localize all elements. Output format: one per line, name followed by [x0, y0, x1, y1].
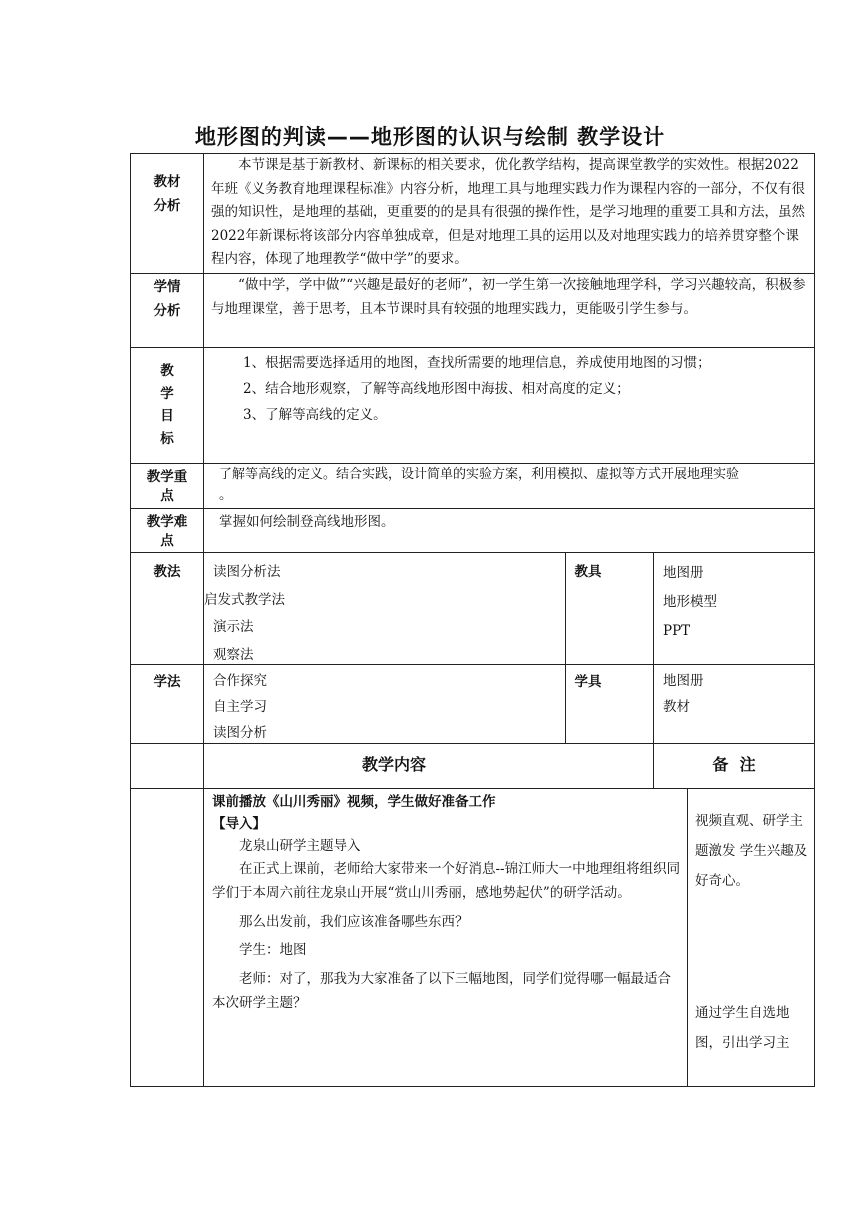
- pre-class-note: 课前播放《山川秀丽》视频，学生做好准备工作: [212, 794, 496, 810]
- method-item: 读图分析法: [213, 564, 281, 580]
- goal-item: 2、结合地形观察，了解等高线地形图中海拔、相对高度的定义；: [243, 381, 630, 397]
- label-line: 点: [160, 488, 174, 504]
- student-answer: 学生：地图: [239, 942, 307, 958]
- label-char: 教: [160, 363, 174, 379]
- label-line: 分析: [153, 198, 181, 214]
- content-header: 教学内容: [361, 755, 426, 774]
- difficulties-label: [131, 513, 203, 551]
- student-analysis-label: [131, 275, 203, 323]
- teaching-tools-list: [663, 559, 808, 646]
- intro-heading: 【导入】: [212, 816, 266, 832]
- learning-tool-item: 教材: [663, 699, 690, 715]
- lesson-content: [212, 791, 682, 1015]
- page-title: 地形图的判读——地形图的认识与绘制 教学设计: [194, 125, 666, 149]
- key-points-label: [131, 468, 203, 506]
- teaching-goals-list: [243, 350, 808, 428]
- intro-topic: 龙泉山研学主题导入: [239, 838, 361, 854]
- tool-item: PPT: [663, 623, 691, 639]
- learning-item: 读图分析: [213, 725, 267, 741]
- learning-methods-list: [213, 668, 558, 746]
- label-line: 学情: [153, 279, 181, 295]
- teaching-tools-label: 教具: [574, 564, 602, 580]
- method-item: 观察法: [213, 646, 254, 663]
- method-item: 演示法: [213, 619, 254, 635]
- question-paragraph: 那么出发前，我们应该准备哪些东西？: [239, 914, 469, 930]
- notes-header: 备 注: [712, 755, 756, 774]
- label-line: 教学重: [146, 469, 188, 485]
- textbook-analysis-text: 本节课是基于新教材、新课标的相关要求，优化教学结构，提高课堂教学的实效性。根据2022年班《义务教育地理课程标准》内容分析，地理工具与地理实践力作为课程内容的一部分，不仅有很强的知识性，是地理的基础，更重要的的是具有很强的操作性，是学习地理的重要工具和方法，虽然2022年新课标将该部分内容单独成章，但是对地理工具的运用以及对地理实践力的培养贯穿整个课程内容，体现了地理教学“做中学”的要求。: [211, 157, 805, 267]
- teaching-methods-list: [204, 559, 559, 669]
- label-char: 标: [160, 430, 174, 447]
- learning-item: 合作探究: [213, 673, 267, 689]
- teaching-goals-label: [131, 360, 203, 450]
- learning-tools-list: [663, 668, 808, 720]
- difficulties-text: 掌握如何绘制登高线地形图。: [219, 514, 395, 530]
- teacher-paragraph: 老师：对了，那我为大家准备了以下三幅地图，同学们觉得哪一幅最适合本次研学主题？: [212, 971, 671, 1011]
- teaching-methods-label: 教法: [153, 564, 181, 580]
- learning-methods-label: 学法: [153, 674, 181, 690]
- key-points-line: 了解等高线的定义。结合实践，设计简单的实验方案，利用模拟、虚拟等方式开展地理实验: [219, 467, 740, 482]
- intro-paragraph: 在正式上课前，老师给大家带来一个好消息--锦江师大一中地理组将组织同学们于本周六前往龙泉山开展“赏山川秀丽，感地势起伏”的研学活动。: [212, 861, 681, 901]
- textbook-analysis-label: [131, 170, 203, 218]
- learning-tools-label: 学具: [574, 674, 602, 690]
- goal-item: 3、了解等高线的定义。: [243, 407, 387, 423]
- label-line: 教学难: [146, 514, 188, 530]
- notes-column: [695, 806, 810, 1058]
- label-line: 教材: [153, 174, 181, 190]
- label-line: 分析: [153, 303, 181, 319]
- learning-tool-item: 地图册: [663, 673, 704, 689]
- student-analysis-text: “做中学，学中做”“兴趣是最好的老师”，初一学生第一次接触地理学科，学习兴趣较高，积极参与地理课堂，善于思考，且本节课时具有较强的地理实践力，更能吸引学生参与。: [211, 277, 806, 317]
- tool-item: 地形模型: [663, 594, 717, 610]
- label-char: 目: [160, 408, 174, 424]
- label-char: 学: [160, 385, 174, 402]
- key-points-tail: 。: [219, 487, 233, 503]
- key-points-text: [219, 464, 814, 506]
- learning-item: 自主学习: [213, 699, 267, 715]
- note-item: 视频直观、研学主题激发 学生兴趣及好奇心。: [695, 813, 808, 889]
- note-item: 通过学生自选地图，引出学习主: [695, 1005, 790, 1051]
- tool-item: 地图册: [663, 565, 704, 581]
- label-line: 点: [160, 533, 174, 549]
- method-item: 启发式教学法: [204, 591, 285, 608]
- goal-item: 1、根据需要选择适用的地图，查找所需要的地理信息，养成使用地图的习惯；: [243, 355, 711, 371]
